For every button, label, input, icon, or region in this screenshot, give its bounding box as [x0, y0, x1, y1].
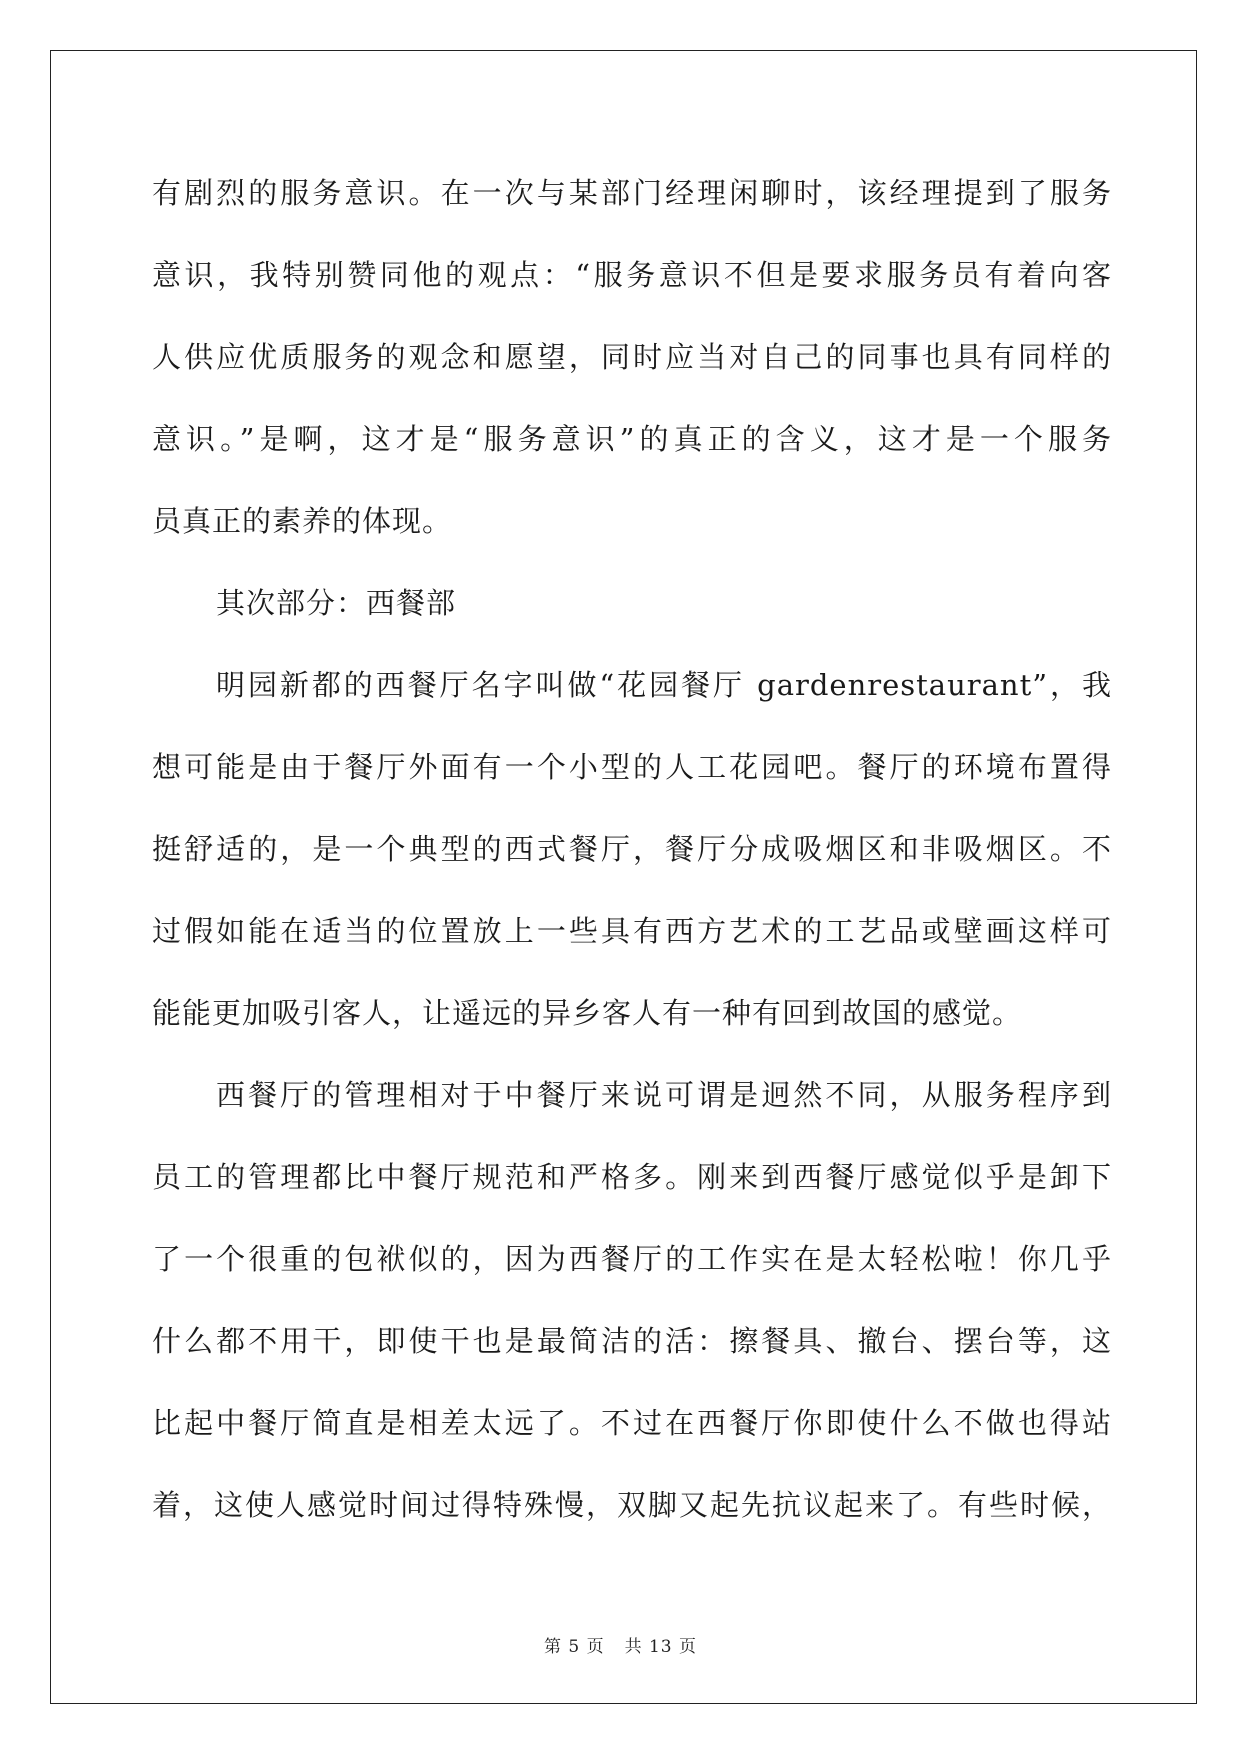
text-line: 想可能是由于餐厅外面有一个小型的人工花园吧。餐厅的环境布置得 [152, 750, 1112, 784]
page-number: 第 5 页 [543, 1637, 605, 1657]
text-line: 过假如能在适当的位置放上一些具有西方艺术的工艺品或壁画这样可 [152, 914, 1112, 948]
text-line: 了一个很重的包袱似的，因为西餐厅的工作实在是太轻松啦！你几乎 [152, 1242, 1112, 1276]
text-line: 意识。”是啊，这才是“服务意识”的真正的含义，这才是一个服务 [152, 422, 1112, 456]
section-heading: 其次部分：西餐部 [216, 586, 457, 620]
text-line: 能能更加吸引客人，让遥远的异乡客人有一种有回到故国的感觉。 [152, 996, 1023, 1030]
text-line: 明园新都的西餐厅名字叫做“花园餐厅 gardenrestaurant”，我 [216, 668, 1112, 702]
text-line: 人供应优质服务的观念和愿望，同时应当对自己的同事也具有同样的 [152, 340, 1112, 374]
text-line: 员真正的素养的体现。 [152, 504, 453, 538]
text-line: 有剧烈的服务意识。在一次与某部门经理闲聊时，该经理提到了服务 [152, 176, 1112, 210]
text-line: 员工的管理都比中餐厅规范和严格多。刚来到西餐厅感觉似乎是卸下 [152, 1160, 1112, 1194]
text-line: 西餐厅的管理相对于中餐厅来说可谓是迥然不同，从服务程序到 [216, 1078, 1112, 1112]
text-line: 挺舒适的，是一个典型的西式餐厅，餐厅分成吸烟区和非吸烟区。不 [152, 832, 1112, 866]
text-line: 着，这使人感觉时间过得特殊慢，双脚又起先抗议起来了。有些时候， [152, 1488, 1112, 1522]
page-total: 共 13 页 [624, 1637, 698, 1657]
page-footer [0, 1632, 1241, 1657]
text-line: 什么都不用干，即使干也是最简洁的活：擦餐具、撤台、摆台等，这 [152, 1324, 1112, 1358]
document-body [152, 158, 1112, 1552]
text-line: 比起中餐厅简直是相差太远了。不过在西餐厅你即使什么不做也得站 [152, 1406, 1112, 1440]
text-line: 意识，我特别赞同他的观点：“服务意识不但是要求服务员有着向客 [152, 258, 1112, 292]
